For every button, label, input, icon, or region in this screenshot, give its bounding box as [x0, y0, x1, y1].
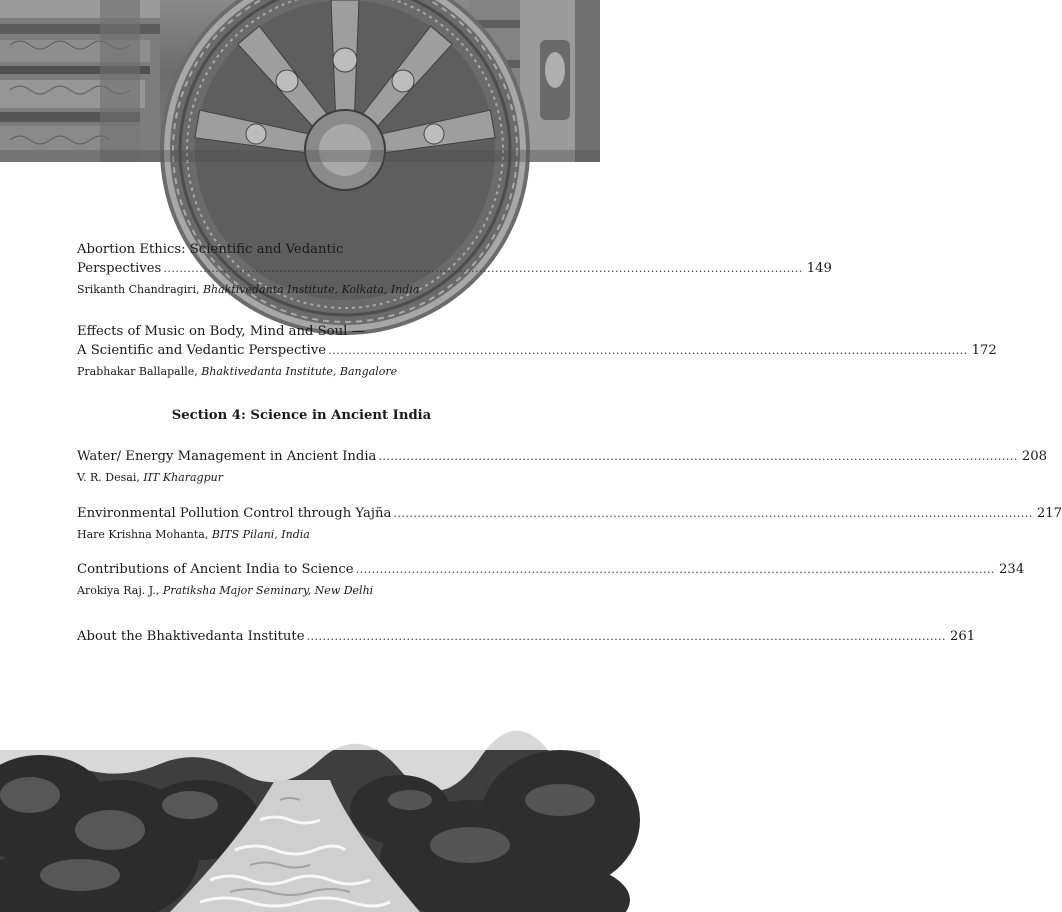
author-affiliation: BITS Pilani, India: [211, 528, 310, 541]
author-name: Arokiya Raj. J.,: [77, 584, 163, 597]
author-name: Srikanth Chandragiri,: [77, 283, 203, 296]
page-number: 208: [1021, 449, 1048, 464]
entry-author: [77, 282, 526, 298]
entry-title-line: [77, 341, 997, 360]
author-affiliation: Bhaktivedanta Institute, Kolkata, India: [202, 283, 420, 296]
dot-leader: ................................................................................................................................................................: [393, 507, 1033, 520]
entry-title-line: [77, 504, 1062, 523]
entry-title: A Scientific and Vedantic Perspective: [77, 343, 327, 358]
author-name: Hare Krishna Mohanta,: [77, 528, 212, 541]
entry-title: Environmental Pollution Control through Yajña: [77, 506, 392, 521]
toc-entry[interactable]: [77, 504, 1062, 543]
dot-leader: ................................................................................................................................................................: [378, 450, 1018, 463]
toc-entry[interactable]: [77, 322, 997, 380]
toc-entry[interactable]: [77, 560, 1025, 599]
header-photo-chariot-wheel: [0, 0, 600, 162]
page-number: 261: [949, 629, 976, 644]
author-name: Prabhakar Ballapalle,: [77, 365, 202, 378]
author-affiliation: IIT Kharagpur: [143, 471, 223, 484]
entry-title: Water/ Energy Management in Ancient India: [77, 449, 377, 464]
author-affiliation: Bhaktivedanta Institute, Bangalore: [201, 365, 398, 378]
entry-author: [77, 527, 526, 543]
toc-entry[interactable]: [77, 240, 832, 298]
dot-leader: ................................................................................................................................................................: [355, 563, 996, 576]
author-name: V. R. Desai,: [77, 471, 144, 484]
entry-title-line: [77, 447, 1048, 466]
entry-title: About the Bhaktivedanta Institute: [77, 629, 305, 644]
dot-leader: ................................................................................................................................................................: [328, 344, 968, 357]
toc-entry[interactable]: [77, 627, 976, 646]
entry-author: [77, 364, 526, 380]
entry-title: Effects of Music on Body, Mind and Soul —: [77, 324, 365, 339]
toc-entry[interactable]: [77, 447, 1048, 486]
page-number: 217: [1036, 506, 1062, 521]
section-heading: Section 4: Science in Ancient India: [171, 408, 432, 423]
entry-title: Perspectives: [77, 261, 162, 276]
footer-photo-river: [0, 750, 600, 912]
page-number: 172: [971, 343, 997, 358]
page-number: 149: [806, 261, 832, 276]
page-number: 234: [999, 562, 1025, 577]
entry-title-line: [77, 259, 832, 278]
dot-leader: ................................................................................................................................................................: [163, 262, 803, 275]
author-affiliation: Pratiksha Major Seminary, New Delhi: [162, 584, 374, 597]
dot-leader: ................................................................................................................................................................: [306, 630, 946, 643]
entry-author: [77, 470, 526, 486]
entry-title-line: [77, 627, 976, 646]
entry-author: [77, 583, 526, 599]
entry-title: Abortion Ethics: Scientific and Vedantic: [77, 242, 344, 257]
entry-title: Contributions of Ancient India to Science: [77, 562, 354, 577]
entry-title-line: [77, 560, 1025, 579]
